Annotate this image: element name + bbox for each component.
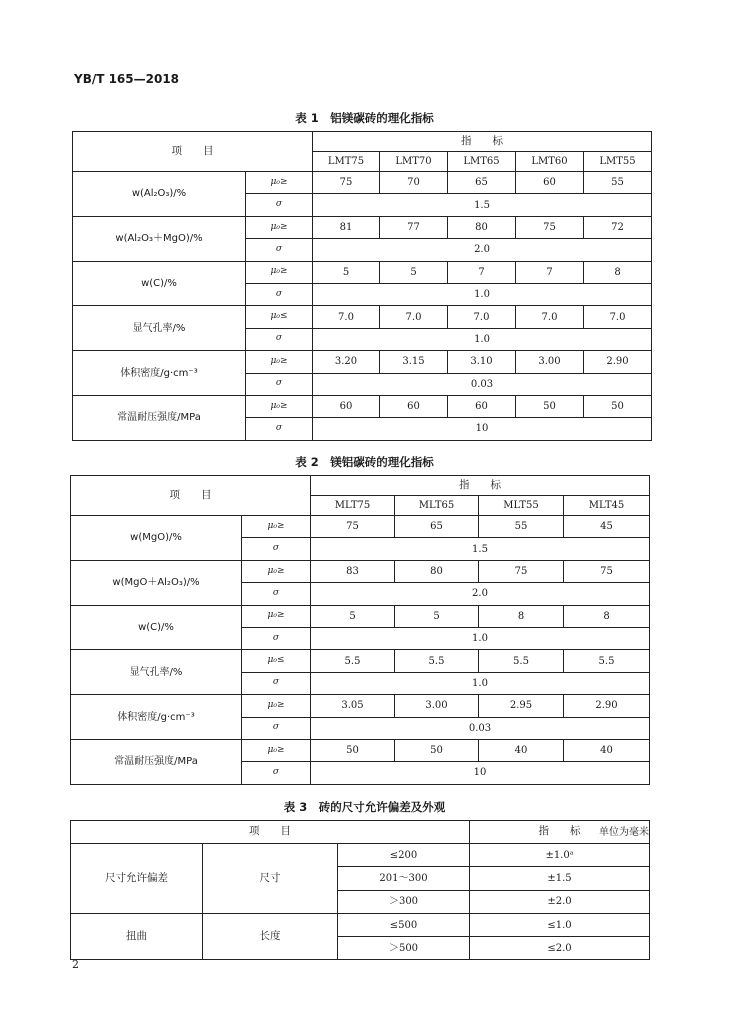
- value-cell: 65: [448, 172, 516, 194]
- mean-symbol: μ₀≤: [242, 650, 311, 672]
- table1-grade-header: LMT60: [516, 152, 584, 172]
- property-label: 常温耐压强度/MPa: [73, 395, 246, 440]
- table2-index-header: 指 标: [311, 476, 650, 496]
- table3-index-header: 指 标: [470, 821, 650, 844]
- table3-range: ≤200: [338, 844, 470, 867]
- value-cell: 81: [313, 216, 380, 238]
- value-cell: 50: [395, 739, 479, 761]
- value-cell: 55: [584, 172, 652, 194]
- table2-grade-header: MLT55: [479, 496, 564, 516]
- sigma-symbol: σ: [246, 283, 313, 305]
- table3-range: ≤500: [338, 913, 470, 936]
- value-cell: 75: [564, 560, 650, 582]
- sigma-symbol: σ: [242, 583, 311, 605]
- value-cell: 3.15: [380, 351, 448, 373]
- value-cell: 72: [584, 216, 652, 238]
- sigma-symbol: σ: [246, 373, 313, 395]
- table3-value: ≤2.0: [470, 937, 650, 960]
- value-cell: 3.00: [395, 695, 479, 717]
- page-number: 2: [72, 958, 79, 971]
- sigma-symbol: σ: [242, 538, 311, 560]
- table2-grade-header: MLT75: [311, 496, 395, 516]
- value-cell: 7: [448, 261, 516, 283]
- sigma-value: 1.5: [313, 194, 652, 216]
- table1-grade-header: LMT65: [448, 152, 516, 172]
- value-cell: 3.05: [311, 695, 395, 717]
- table1-item-header: 项 目: [73, 132, 313, 172]
- sigma-symbol: σ: [246, 194, 313, 216]
- table1-grade-header: LMT55: [584, 152, 652, 172]
- value-cell: 7.0: [380, 306, 448, 328]
- sigma-symbol: σ: [246, 328, 313, 350]
- property-label: w(Al₂O₃)/%: [73, 172, 246, 217]
- table2-caption: 表 2 镁铝碳砖的理化指标: [295, 455, 434, 469]
- mean-symbol: μ₀≥: [242, 739, 311, 761]
- mean-symbol: μ₀≥: [242, 516, 311, 538]
- mean-symbol: μ₀≥: [246, 172, 313, 194]
- table3-group2-label: 扭曲: [71, 913, 203, 960]
- value-cell: 5: [313, 261, 380, 283]
- sigma-value: 10: [311, 762, 650, 784]
- mean-symbol: μ₀≥: [246, 261, 313, 283]
- value-cell: 60: [516, 172, 584, 194]
- property-label: 显气孔率/%: [73, 306, 246, 351]
- value-cell: 45: [564, 516, 650, 538]
- value-cell: 8: [564, 605, 650, 627]
- sigma-symbol: σ: [246, 418, 313, 440]
- sigma-value: 1.0: [311, 672, 650, 694]
- value-cell: 75: [516, 216, 584, 238]
- value-cell: 60: [380, 395, 448, 417]
- property-label: 体积密度/g·cm⁻³: [73, 351, 246, 396]
- property-label: w(MgO)/%: [71, 516, 242, 561]
- property-label: w(C)/%: [73, 261, 246, 306]
- value-cell: 5: [380, 261, 448, 283]
- value-cell: 7.0: [584, 306, 652, 328]
- value-cell: 50: [311, 739, 395, 761]
- table2-grade-header: MLT45: [564, 496, 650, 516]
- mean-symbol: μ₀≥: [242, 695, 311, 717]
- sigma-value: 1.0: [313, 328, 652, 350]
- property-label: w(C)/%: [71, 605, 242, 650]
- table3-value: ±1.0ᵃ: [470, 844, 650, 867]
- sigma-value: 10: [313, 418, 652, 440]
- mean-symbol: μ₀≥: [242, 560, 311, 582]
- table2: [70, 475, 650, 785]
- value-cell: 55: [479, 516, 564, 538]
- value-cell: 40: [479, 739, 564, 761]
- table1: [72, 131, 652, 441]
- value-cell: 3.20: [313, 351, 380, 373]
- value-cell: 8: [479, 605, 564, 627]
- table3-group1-label: 尺寸允许偏差: [71, 844, 203, 914]
- value-cell: 83: [311, 560, 395, 582]
- mean-symbol: μ₀≥: [242, 605, 311, 627]
- value-cell: 2.90: [584, 351, 652, 373]
- sigma-symbol: σ: [242, 762, 311, 784]
- table3-unit-note: 单位为毫米: [599, 827, 649, 838]
- value-cell: 50: [584, 395, 652, 417]
- value-cell: 75: [313, 172, 380, 194]
- value-cell: 5.5: [564, 650, 650, 672]
- value-cell: 7.0: [516, 306, 584, 328]
- table3-range: ＞300: [338, 890, 470, 913]
- table3-item-header: 项 目: [71, 821, 470, 844]
- value-cell: 2.90: [564, 695, 650, 717]
- mean-symbol: μ₀≤: [246, 306, 313, 328]
- value-cell: 5.5: [479, 650, 564, 672]
- table3-range: ＞500: [338, 937, 470, 960]
- sigma-symbol: σ: [242, 627, 311, 649]
- value-cell: 75: [479, 560, 564, 582]
- mean-symbol: μ₀≥: [246, 395, 313, 417]
- sigma-value: 0.03: [311, 717, 650, 739]
- sigma-value: 1.0: [311, 627, 650, 649]
- table1-caption: 表 1 铝镁碳砖的理化指标: [295, 111, 434, 125]
- value-cell: 60: [448, 395, 516, 417]
- table3-value: ±2.0: [470, 890, 650, 913]
- value-cell: 2.95: [479, 695, 564, 717]
- value-cell: 5: [395, 605, 479, 627]
- value-cell: 7.0: [448, 306, 516, 328]
- sigma-value: 1.5: [311, 538, 650, 560]
- value-cell: 8: [584, 261, 652, 283]
- sigma-value: 2.0: [311, 583, 650, 605]
- table1-index-header: 指 标: [313, 132, 652, 152]
- value-cell: 75: [311, 516, 395, 538]
- table2-grade-header: MLT65: [395, 496, 479, 516]
- table1-grade-header: LMT75: [313, 152, 380, 172]
- sigma-symbol: σ: [242, 672, 311, 694]
- table3-group2-sub: 长度: [203, 913, 338, 960]
- value-cell: 80: [395, 560, 479, 582]
- value-cell: 65: [395, 516, 479, 538]
- sigma-value: 1.0: [313, 283, 652, 305]
- standard-code: YB/T 165—2018: [74, 72, 180, 86]
- value-cell: 80: [448, 216, 516, 238]
- table3-value: ±1.5: [470, 867, 650, 890]
- value-cell: 3.00: [516, 351, 584, 373]
- mean-symbol: μ₀≥: [246, 351, 313, 373]
- table3-range: 201～300: [338, 867, 470, 890]
- sigma-symbol: σ: [242, 717, 311, 739]
- value-cell: 5: [311, 605, 395, 627]
- table3-group1-sub: 尺寸: [203, 844, 338, 914]
- table3-value: ≤1.0: [470, 913, 650, 936]
- property-label: w(Al₂O₃＋MgO)/%: [73, 216, 246, 261]
- value-cell: 77: [380, 216, 448, 238]
- value-cell: 5.5: [311, 650, 395, 672]
- value-cell: 3.10: [448, 351, 516, 373]
- table2-item-header: 项 目: [71, 476, 311, 516]
- sigma-value: 2.0: [313, 239, 652, 261]
- property-label: 常温耐压强度/MPa: [71, 739, 242, 784]
- value-cell: 40: [564, 739, 650, 761]
- value-cell: 7: [516, 261, 584, 283]
- property-label: w(MgO＋Al₂O₃)/%: [71, 560, 242, 605]
- property-label: 体积密度/g·cm⁻³: [71, 695, 242, 740]
- value-cell: 70: [380, 172, 448, 194]
- property-label: 显气孔率/%: [71, 650, 242, 695]
- value-cell: 50: [516, 395, 584, 417]
- mean-symbol: μ₀≥: [246, 216, 313, 238]
- sigma-value: 0.03: [313, 373, 652, 395]
- value-cell: 7.0: [313, 306, 380, 328]
- table3-caption: 表 3 砖的尺寸允许偏差及外观: [283, 800, 446, 814]
- table3: [70, 820, 650, 960]
- value-cell: 5.5: [395, 650, 479, 672]
- value-cell: 60: [313, 395, 380, 417]
- table1-grade-header: LMT70: [380, 152, 448, 172]
- sigma-symbol: σ: [246, 239, 313, 261]
